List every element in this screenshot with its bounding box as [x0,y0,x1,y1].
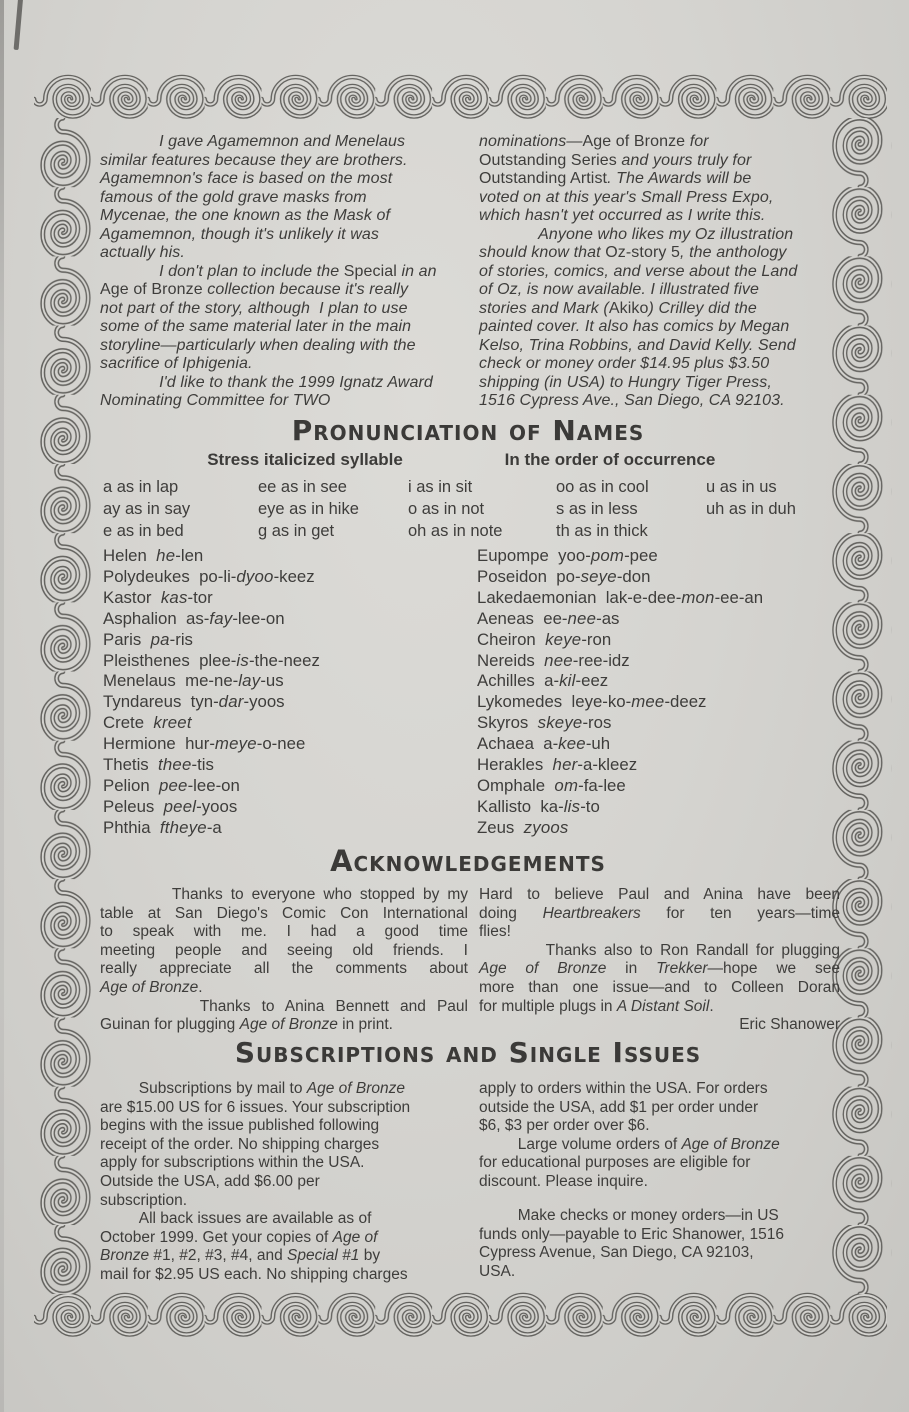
subscriptions-column-1: Subscriptions by mail to Age of Bronze are $15.00 US for 6 issues. Your subscription begins with the issue published following receipt of the order. No shipping charges apply for subscriptions within the USA. Outside the USA, add $6.00 per subscription. All back issues are available as of October 1999. Get your copies of Age of Bronze #1, #2, #3, #4, and Special #1 by mail for $2.95 US each. No shipping charges [100,1080,411,1283]
editorial-note-column-2: nominations—Age of Bronze for Outstanding Series and yours truly for Outstanding Artist. The Awards will be voted on at this year's Small Press Expo, which hasn't yet occurred as I write this. Anyone who likes my Oz illustration should know that Oz-story 5, the anthology of stories, comics, and verse about the Land of Oz, is now available. I illustrated five stories and Mark (Akiko) Crilley did the painted cover. It also has comics by Megan Kelso, Trina Robbins, and David Kelly. Send check or money order $14.95 plus $3.50 shipping (in USA) to Hungry Tiger Press, 1516 Cypress Ave., San Diego, CA 92103. [479,133,798,409]
pronunciation-title: Pronunciation of Names [291,414,645,447]
editorial-note-column-1: I gave Agamemnon and Menelaus similar features because they are brothers. Agamemnon's face is based on the most famous of the gold grave masks from Mycenae, the one known as the Mask of Agamemnon, though it's unlikely it was actually his. I don't plan to include the Special in an Age of Bronze collection because it's really not part of the story, although I plan to use some of the same material later in the main storyline—particularly when dealing with the sacrifice of Iphigenia. I'd like to thank the 1999 Ignatz Award Nominating Committee for TWO [100,133,437,409]
names-list-right: Eupompe yoo-pom-pee Poseidon po-seye-don Lakedaemonian lak-e-dee-mon-ee-an Aeneas ee-nee-as Cheiron keye-ron Nereids nee-ree-idz Achilles a-kil-eez Lykomedes leye-ko-mee-deez Skyros skeye-ros Achaea a-kee-uh Herakles her-a-kleez Omphale om-fa-lee Kallisto ka-lis-to Zeus zyoos [477,546,764,837]
pronunciation-key-column-4: oo as in cool s as in less th as in thick [556,478,649,540]
acknowledgements-column-1: Thanks to everyone who stopped by my table at San Diego's Comic Con International to speak with me. I had a good time meeting people and seeing old friends. I really appreciate all the comments about Age of Bronze. Thanks to Anina Bennett and Paul Guinan for plugging Age of Bronze in print. [100,886,469,1034]
subscriptions-column-2: apply to orders within the USA. For orders outside the USA, add $1 per order under $6, $3 per order over $6. Large volume orders of Age of Bronze for educational purposes are eligible for discount. Please inquire. Make checks or money orders—in US funds only—payable to Eric Shanower, 1516 Cypress Avenue, San Diego, CA 92103, USA. [479,1080,785,1280]
acknowledgements-column-2: Hard to believe Paul and Anina have been doing Heartbreakers for ten years—time flies! Thanks also to Ron Randall for plugging Age of Bronze in Trekker—hope we see more than one issue—and to Colleen Doran for multiple plugs in A Distant Soil. [479,886,840,1015]
subscriptions-title: Subscriptions and Single Issues [234,1036,702,1069]
pronunciation-subtitle-order: In the order of occurrence [504,450,716,469]
pronunciation-key-column-5: u as in us uh as in duh [706,478,796,518]
pronunciation-key-column-2: ee as in see eye as in hike g as in get [258,478,359,540]
acknowledgements-title: Acknowledgements [330,844,606,878]
pronunciation-subtitle-stress: Stress italicized syllable [207,450,403,469]
signature: Eric Shanower [739,1016,840,1033]
pronunciation-key-column-3: i as in sit o as in not oh as in note [408,478,503,540]
pronunciation-key-column-1: a as in lap ay as in say e as in bed [103,478,191,540]
names-list-left: Helen he-len Polydeukes po-li-dyoo-keez Kastor kas-tor Asphalion as-fay-lee-on Paris pa-ris Pleisthenes plee-is-the-neez Menelaus me-ne-lay-us Tyndareus tyn-dar-yoos Crete kreet Hermione hur-meye-o-nee Thetis thee-tis Pelion pee-lee-on Peleus peel-yoos Phthia ftheye-a [103,546,320,837]
